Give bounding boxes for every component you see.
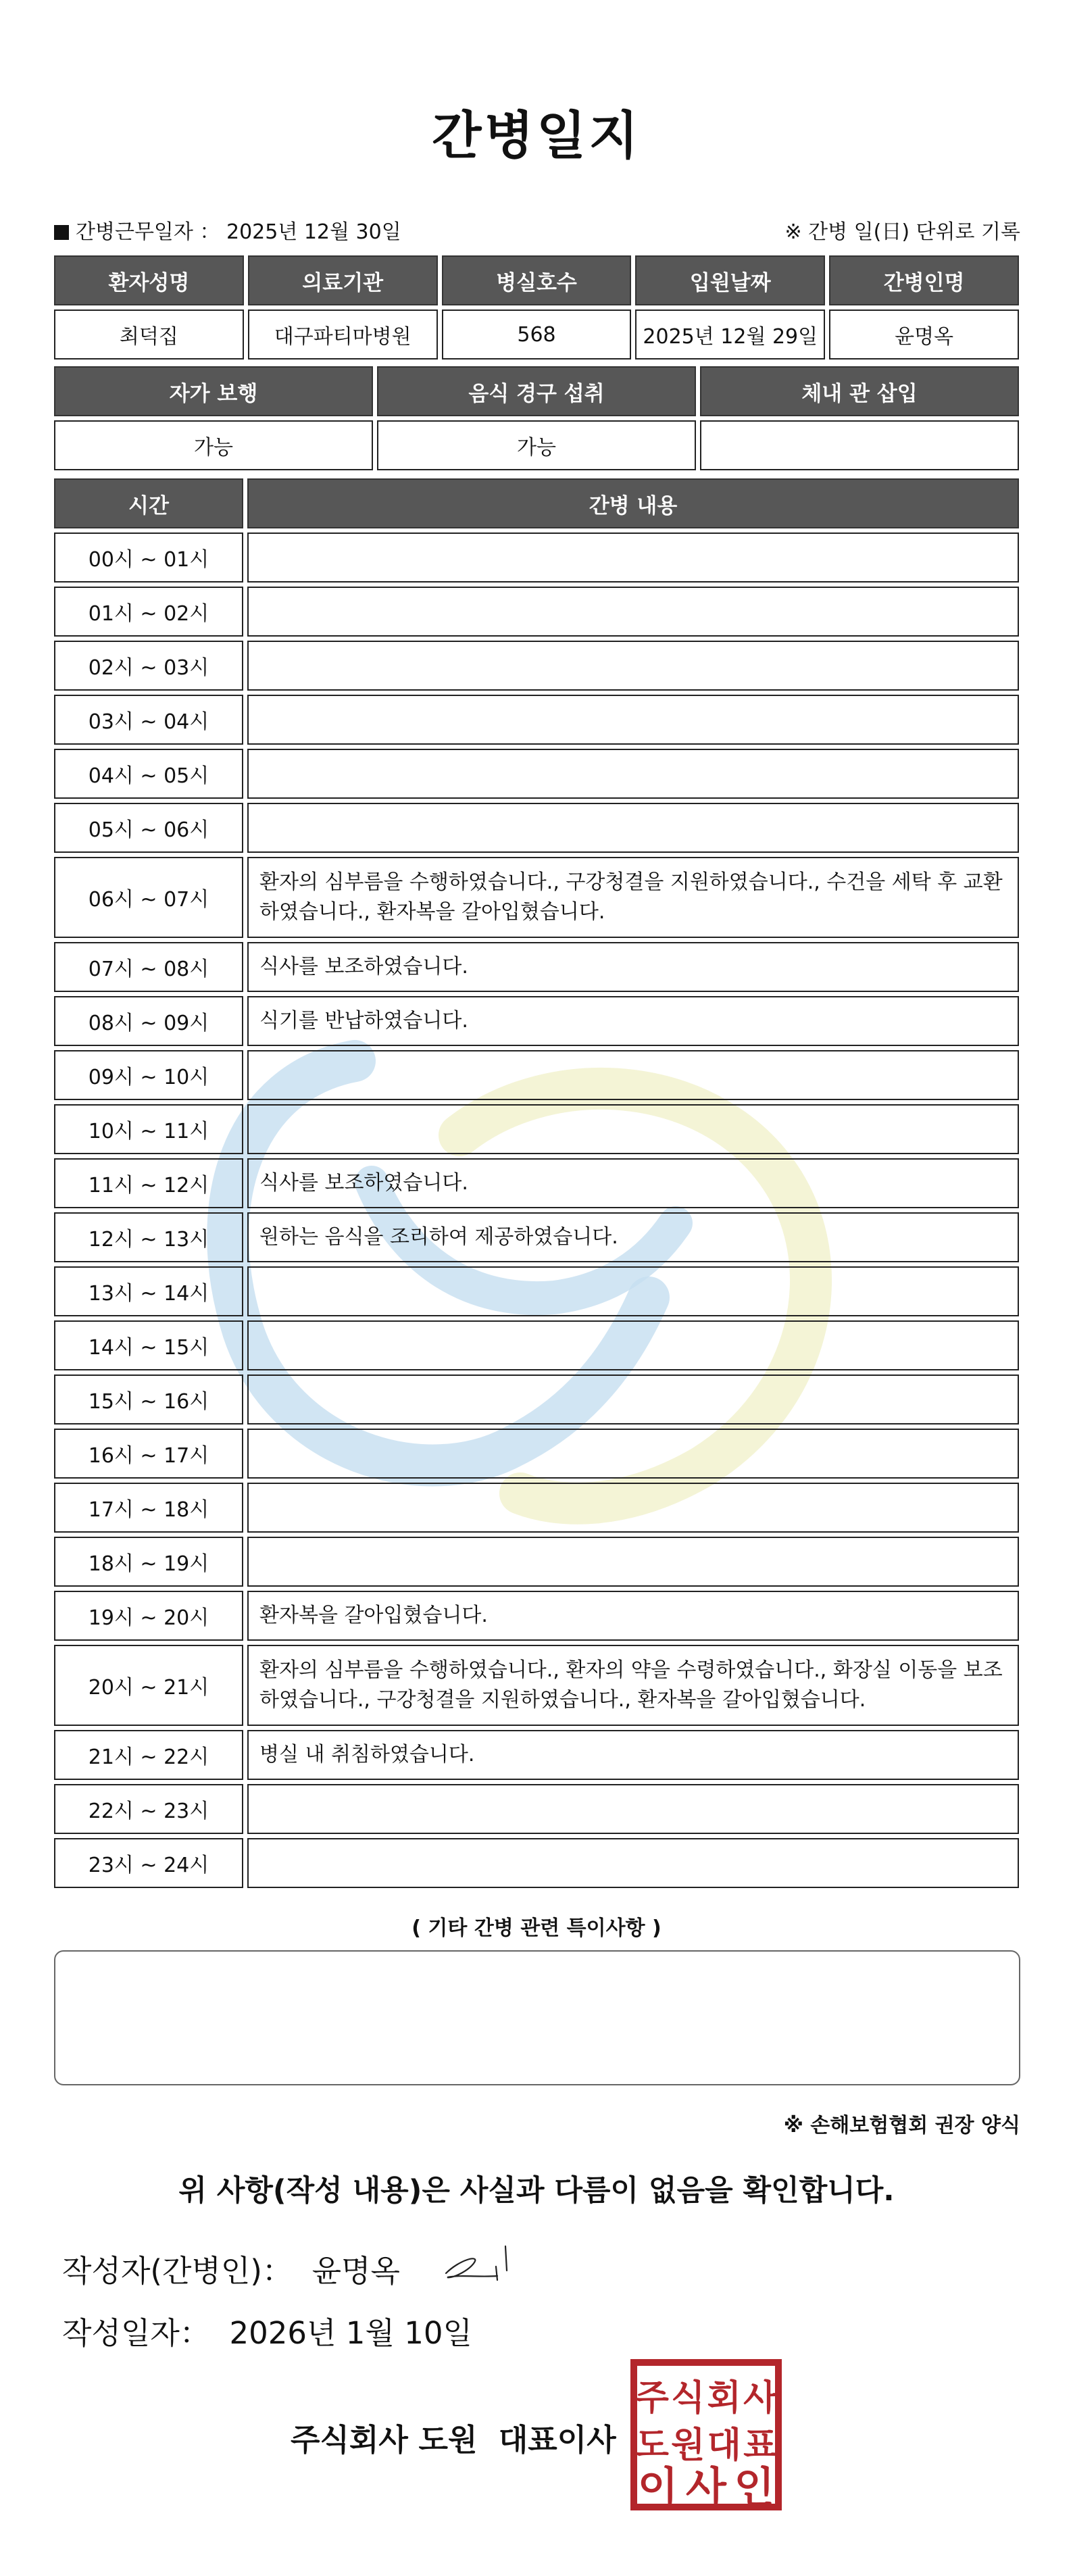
- care-content: 식사를 보조하였습니다.: [247, 942, 1019, 992]
- work-date-value: 2025년 12월 30일: [226, 220, 401, 244]
- time-slot: 05시 ~ 06시: [54, 803, 243, 853]
- table-row: [54, 1266, 1019, 1316]
- time-slot: 08시 ~ 09시: [54, 996, 243, 1046]
- seal-character: 사: [686, 2462, 726, 2511]
- time-slot: 14시 ~ 15시: [54, 1320, 243, 1370]
- time-slot: 07시 ~ 08시: [54, 942, 243, 992]
- remarks-box: [54, 1950, 1020, 2085]
- care-content: [247, 1104, 1019, 1154]
- table-row: [54, 641, 1019, 691]
- table-row: [54, 1158, 1019, 1208]
- header-care-content: 간병 내용: [247, 478, 1019, 528]
- caregiver-name: 윤명옥: [829, 309, 1019, 360]
- header-self-walking: 자가 보행: [54, 366, 373, 416]
- self-walking-value: 가능: [54, 420, 373, 470]
- seal-character: 도: [634, 2425, 669, 2466]
- care-content: [247, 532, 1019, 583]
- care-content: [247, 749, 1019, 799]
- seal-character: 대: [707, 2425, 741, 2466]
- form-note: ※ 손해보험협회 권장 양식: [783, 2114, 1020, 2137]
- time-slot: 19시 ~ 20시: [54, 1591, 243, 1641]
- header-admission-date: 입원날짜: [635, 255, 825, 305]
- care-content: 식사를 보조하였습니다.: [247, 1158, 1019, 1208]
- table-row: [54, 1374, 1019, 1425]
- page-title: 간병일지: [432, 105, 641, 166]
- time-slot: 22시 ~ 23시: [54, 1784, 243, 1834]
- seal-character: 표: [743, 2425, 778, 2466]
- writer-name: 윤명옥: [311, 2253, 400, 2289]
- seal-character: 식: [671, 2378, 705, 2419]
- seal-character: 사: [743, 2378, 778, 2419]
- square-bullet-icon: [54, 225, 69, 240]
- header-patient-name: 환자성명: [54, 255, 244, 305]
- write-date-value: 2026년 1월 10일: [229, 2315, 472, 2351]
- time-slot: 23시 ~ 24시: [54, 1838, 243, 1888]
- header-tube-insertion: 체내 관 삽입: [700, 366, 1019, 416]
- table-row: [54, 857, 1019, 938]
- time-slot: 12시 ~ 13시: [54, 1212, 243, 1262]
- remarks-title: ( 기타 간병 관련 특이사항 ): [411, 1916, 662, 1940]
- table-row: [54, 587, 1019, 637]
- writer-label: 작성자(간병인): [62, 2253, 262, 2289]
- table-row: [54, 1838, 1019, 1888]
- care-content: [247, 1320, 1019, 1370]
- care-content: [247, 1429, 1019, 1479]
- header-hospital: 의료기관: [248, 255, 438, 305]
- table-row: [54, 1784, 1019, 1834]
- time-slot: 15시 ~ 16시: [54, 1374, 243, 1425]
- care-content: [247, 1266, 1019, 1316]
- time-slot: 02시 ~ 03시: [54, 641, 243, 691]
- seal-character: 이: [637, 2462, 678, 2511]
- time-slot: 04시 ~ 05시: [54, 749, 243, 799]
- time-slot: 00시 ~ 01시: [54, 532, 243, 583]
- table-row: [54, 1104, 1019, 1154]
- write-date-label: 작성일자: [62, 2315, 180, 2351]
- work-date: [54, 215, 401, 245]
- table-row: [54, 695, 1019, 745]
- care-content: [247, 1374, 1019, 1425]
- time-slot: 13시 ~ 14시: [54, 1266, 243, 1316]
- table-row: [54, 803, 1019, 853]
- table-row: [54, 1429, 1019, 1479]
- unit-note: ※ 간병 일(日) 단위로 기록: [784, 220, 1020, 244]
- header-room: 병실호수: [442, 255, 632, 305]
- seal-character: 회: [707, 2378, 741, 2419]
- company-representative: 주식회사 도원 대표이사: [291, 2422, 616, 2458]
- room-number: 568: [442, 309, 632, 360]
- time-slot: 18시 ~ 19시: [54, 1537, 243, 1587]
- write-date-line: [62, 2308, 472, 2352]
- header-time: 시간: [54, 478, 243, 528]
- time-slot: 06시 ~ 07시: [54, 857, 243, 938]
- time-slot: 01시 ~ 02시: [54, 587, 243, 637]
- tube-insertion-value: [700, 420, 1019, 470]
- patient-name: 최덕집: [54, 309, 244, 360]
- care-content: [247, 1537, 1019, 1587]
- writer-separator: ：: [261, 2253, 293, 2289]
- writer-line: [62, 2246, 400, 2290]
- care-content: 원하는 음식을 조리하여 제공하였습니다.: [247, 1212, 1019, 1262]
- care-content: [247, 695, 1019, 745]
- work-date-separator: ：: [199, 220, 220, 244]
- care-content: [247, 641, 1019, 691]
- table-row: [54, 749, 1019, 799]
- table-row: [54, 942, 1019, 992]
- table-row: [54, 1483, 1019, 1533]
- care-content: [247, 1784, 1019, 1834]
- header-oral-intake: 음식 경구 섭취: [377, 366, 696, 416]
- care-content: 환자의 심부름을 수행하였습니다., 구강청결을 지원하였습니다., 수건을 세탁 후 교환하였습니다., 환자복을 갈아입혔습니다.: [247, 857, 1019, 938]
- seal-character: 원: [671, 2425, 705, 2466]
- seal-character: 주: [634, 2378, 669, 2419]
- status-info-table: [50, 362, 1023, 474]
- time-slot: 20시 ~ 21시: [54, 1645, 243, 1726]
- seal-character: 인: [734, 2462, 775, 2511]
- write-date-separator: ：: [179, 2315, 210, 2351]
- care-content: 병실 내 취침하였습니다.: [247, 1730, 1019, 1780]
- table-row: [54, 1591, 1019, 1641]
- work-date-label: 간병근무일자: [76, 220, 193, 244]
- time-slot: 11시 ~ 12시: [54, 1158, 243, 1208]
- header-caregiver: 간병인명: [829, 255, 1019, 305]
- time-slot: 10시 ~ 11시: [54, 1104, 243, 1154]
- care-content: 환자의 심부름을 수행하였습니다., 환자의 약을 수령하였습니다., 화장실 이동을 보조하였습니다., 구강청결을 지원하였습니다., 환자복을 갈아입혔습니다.: [247, 1645, 1019, 1726]
- confirmation-statement: 위 사항(작성 내용)은 사실과 다름이 없음을 확인합니다.: [178, 2174, 895, 2208]
- table-row: [54, 1212, 1019, 1262]
- care-content: [247, 1483, 1019, 1533]
- oral-intake-value: 가능: [377, 420, 696, 470]
- time-slot: 09시 ~ 10시: [54, 1050, 243, 1100]
- table-row: [54, 1730, 1019, 1780]
- table-row: [54, 1537, 1019, 1587]
- time-slot: 21시 ~ 22시: [54, 1730, 243, 1780]
- table-row: [54, 532, 1019, 583]
- company-seal: [630, 2358, 782, 2511]
- handwritten-signature: [432, 2239, 520, 2294]
- care-content: [247, 803, 1019, 853]
- care-log-table: [50, 474, 1023, 1892]
- patient-info-table: [50, 251, 1023, 364]
- table-row: [54, 1050, 1019, 1100]
- table-row: [54, 1645, 1019, 1726]
- admission-date: 2025년 12월 29일: [635, 309, 825, 360]
- time-slot: 03시 ~ 04시: [54, 695, 243, 745]
- care-content: [247, 1838, 1019, 1888]
- time-slot: 17시 ~ 18시: [54, 1483, 243, 1533]
- time-slot: 16시 ~ 17시: [54, 1429, 243, 1479]
- table-row: [54, 1320, 1019, 1370]
- care-content: 환자복을 갈아입혔습니다.: [247, 1591, 1019, 1641]
- care-content: [247, 587, 1019, 637]
- care-content: [247, 1050, 1019, 1100]
- hospital-name: 대구파티마병원: [248, 309, 438, 360]
- care-content: 식기를 반납하였습니다.: [247, 996, 1019, 1046]
- table-row: [54, 996, 1019, 1046]
